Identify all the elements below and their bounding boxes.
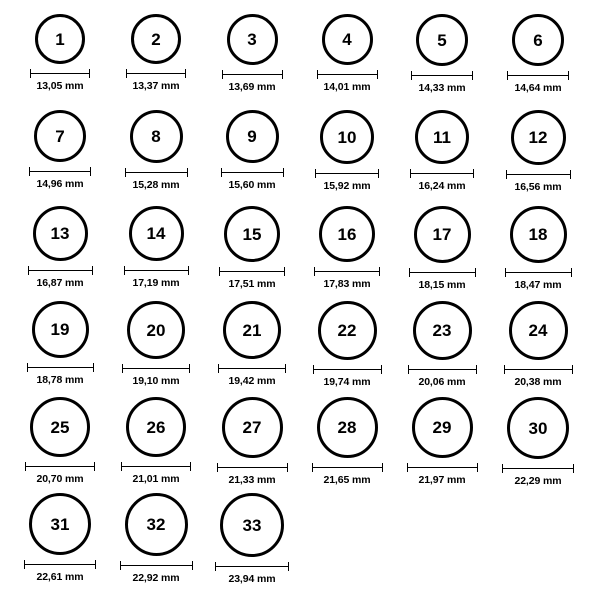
ring-circle (220, 493, 284, 557)
diameter-label: 21,33 mm (228, 474, 276, 486)
ring-size-label: 15 (242, 224, 262, 244)
ring-size-item (395, 206, 489, 291)
measure-tick-right (95, 560, 96, 569)
ring-size-label: 32 (146, 515, 166, 534)
ring-size-label: 10 (337, 127, 357, 147)
ring-size-item (491, 301, 585, 388)
ring-circle (317, 397, 378, 458)
ring-circle (129, 206, 184, 261)
measure-tick-left (504, 365, 505, 374)
diameter-label: 14,33 mm (418, 82, 466, 94)
diameter-measure-bar (407, 463, 478, 472)
ring-circle (227, 14, 278, 65)
ring-circle (416, 14, 468, 66)
measure-line (312, 467, 383, 468)
diameter-label: 18,15 mm (418, 279, 466, 291)
measure-tick-left (120, 561, 121, 570)
ring-size-label: 8 (151, 127, 161, 146)
measure-line (507, 75, 569, 76)
diameter-measure-bar (29, 167, 91, 176)
measure-tick-right (89, 69, 90, 78)
ring-size-item (205, 14, 299, 93)
measure-line (121, 466, 191, 467)
ring-size-item (491, 206, 585, 291)
measure-tick-right (285, 364, 286, 373)
measure-tick-left (30, 69, 31, 78)
diameter-label: 17,83 mm (323, 278, 371, 290)
ring-size-label: 20 (146, 320, 166, 340)
diameter-label: 21,01 mm (132, 473, 180, 485)
diameter-measure-bar (122, 364, 190, 373)
measure-tick-right (190, 462, 191, 471)
ring-size-item (395, 301, 489, 388)
measure-tick-right (94, 462, 95, 471)
measure-tick-left (407, 463, 408, 472)
ring-size-label: 31 (50, 514, 70, 534)
diameter-label: 19,42 mm (228, 375, 276, 387)
ring-size-item (300, 110, 394, 192)
measure-tick-right (572, 365, 573, 374)
measure-tick-left (221, 168, 222, 177)
ring-circle (224, 206, 280, 262)
measure-tick-left (124, 266, 125, 275)
measure-tick-right (472, 71, 473, 80)
diameter-measure-bar (315, 169, 379, 178)
ring-size-label: 1 (55, 29, 65, 49)
measure-line (408, 369, 477, 370)
measure-tick-right (90, 167, 91, 176)
ring-size-item (395, 14, 489, 94)
ring-size-item (13, 301, 107, 386)
measure-tick-left (25, 462, 26, 471)
diameter-label: 16,87 mm (36, 277, 84, 289)
ring-size-label: 9 (247, 127, 257, 146)
ring-size-item (13, 14, 107, 92)
measure-tick-left (408, 365, 409, 374)
diameter-label: 18,78 mm (36, 374, 84, 386)
measure-tick-left (312, 463, 313, 472)
measure-line (313, 369, 382, 370)
diameter-measure-bar (125, 168, 188, 177)
ring-size-item (109, 206, 203, 289)
measure-tick-right (185, 69, 186, 78)
measure-tick-left (126, 69, 127, 78)
measure-tick-right (477, 463, 478, 472)
diameter-label: 18,47 mm (514, 279, 562, 291)
ring-circle (32, 301, 89, 358)
ring-size-label: 14 (146, 224, 166, 243)
ring-size-item (109, 493, 203, 584)
diameter-label: 16,24 mm (418, 180, 466, 192)
ring-circle (511, 110, 566, 165)
measure-line (314, 271, 380, 272)
ring-circle (33, 206, 88, 261)
diameter-label: 19,74 mm (323, 376, 371, 388)
diameter-measure-bar (25, 462, 95, 471)
diameter-measure-bar (408, 365, 477, 374)
diameter-measure-bar (502, 464, 574, 473)
ring-size-item (395, 397, 489, 486)
ring-size-item (300, 301, 394, 388)
measure-tick-right (382, 463, 383, 472)
measure-tick-left (27, 363, 28, 372)
diameter-label: 21,97 mm (418, 474, 466, 486)
measure-line (411, 75, 473, 76)
measure-tick-right (288, 562, 289, 571)
ring-size-label: 16 (337, 224, 357, 244)
measure-tick-right (573, 464, 574, 473)
diameter-label: 14,01 mm (323, 81, 371, 93)
measure-tick-right (187, 168, 188, 177)
measure-tick-left (222, 70, 223, 79)
ring-circle (413, 301, 472, 360)
measure-line (410, 173, 474, 174)
measure-tick-right (473, 169, 474, 178)
ring-circle (35, 14, 85, 64)
ring-size-label: 23 (432, 321, 452, 340)
ring-circle (131, 14, 181, 64)
diameter-label: 15,28 mm (132, 179, 180, 191)
measure-line (221, 172, 284, 173)
measure-tick-left (217, 463, 218, 472)
ring-circle (126, 397, 186, 457)
ring-size-item (300, 14, 394, 93)
ring-circle (30, 397, 90, 457)
ring-circle (319, 206, 375, 262)
diameter-label: 17,51 mm (228, 278, 276, 290)
ring-size-item (109, 110, 203, 191)
ring-circle (320, 110, 374, 164)
diameter-measure-bar (24, 560, 96, 569)
measure-tick-right (571, 268, 572, 277)
measure-line (317, 74, 378, 75)
ring-size-label: 25 (50, 417, 70, 437)
ring-size-label: 6 (533, 30, 543, 50)
ring-circle (412, 397, 473, 458)
ring-size-label: 5 (437, 30, 447, 50)
ring-circle (130, 110, 183, 163)
diameter-measure-bar (218, 364, 286, 373)
diameter-label: 16,56 mm (514, 181, 562, 193)
diameter-label: 15,92 mm (323, 180, 371, 192)
ring-size-item (205, 110, 299, 191)
measure-line (217, 467, 288, 468)
diameter-measure-bar (120, 561, 193, 570)
measure-tick-right (475, 268, 476, 277)
measure-tick-right (570, 170, 571, 179)
ring-size-item (205, 397, 299, 486)
diameter-measure-bar (124, 266, 189, 275)
measure-tick-left (317, 70, 318, 79)
measure-line (27, 367, 94, 368)
measure-tick-right (284, 267, 285, 276)
diameter-measure-bar (222, 70, 283, 79)
measure-tick-right (93, 363, 94, 372)
ring-circle (322, 14, 373, 65)
measure-tick-left (313, 365, 314, 374)
ring-circle (509, 301, 568, 360)
measure-tick-right (379, 267, 380, 276)
measure-tick-right (189, 364, 190, 373)
ring-circle (222, 397, 283, 458)
measure-tick-right (188, 266, 189, 275)
measure-line (218, 368, 286, 369)
measure-line (215, 566, 289, 567)
measure-line (28, 270, 93, 271)
diameter-measure-bar (30, 69, 90, 78)
ring-size-item (109, 14, 203, 92)
measure-tick-left (314, 267, 315, 276)
measure-line (315, 173, 379, 174)
diameter-measure-bar (28, 266, 93, 275)
measure-tick-left (215, 562, 216, 571)
measure-tick-left (121, 462, 122, 471)
ring-size-item (13, 110, 107, 190)
ring-circle (415, 110, 469, 164)
ring-size-item (205, 206, 299, 290)
diameter-measure-bar (314, 267, 380, 276)
ring-size-item (13, 493, 107, 583)
ring-size-item (205, 301, 299, 387)
ring-circle (125, 493, 188, 556)
ring-size-label: 2 (151, 29, 161, 49)
ring-size-label: 21 (242, 320, 262, 340)
ring-circle (34, 110, 86, 162)
ring-size-item (13, 206, 107, 289)
measure-tick-left (28, 266, 29, 275)
measure-tick-left (411, 71, 412, 80)
measure-tick-left (24, 560, 25, 569)
measure-tick-right (568, 71, 569, 80)
measure-tick-left (125, 168, 126, 177)
diameter-label: 14,96 mm (36, 178, 84, 190)
measure-tick-right (287, 463, 288, 472)
measure-tick-left (506, 170, 507, 179)
ring-size-item (300, 397, 394, 486)
diameter-measure-bar (313, 365, 382, 374)
diameter-label: 23,94 mm (228, 573, 276, 585)
ring-size-item (491, 110, 585, 193)
measure-tick-left (218, 364, 219, 373)
measure-line (222, 74, 283, 75)
measure-tick-left (502, 464, 503, 473)
measure-tick-right (92, 266, 93, 275)
diameter-label: 13,05 mm (36, 80, 84, 92)
ring-size-item (395, 110, 489, 192)
diameter-measure-bar (317, 70, 378, 79)
ring-size-label: 26 (146, 417, 166, 437)
diameter-label: 19,10 mm (132, 375, 180, 387)
diameter-measure-bar (506, 170, 571, 179)
ring-size-label: 29 (432, 418, 452, 437)
measure-tick-left (122, 364, 123, 373)
measure-tick-left (505, 268, 506, 277)
diameter-measure-bar (312, 463, 383, 472)
ring-circle (510, 206, 567, 263)
ring-size-label: 18 (528, 225, 548, 244)
ring-circle (127, 301, 185, 359)
measure-line (409, 272, 476, 273)
ring-size-item (109, 301, 203, 387)
ring-circle (29, 493, 91, 555)
ring-size-label: 7 (55, 126, 65, 146)
ring-size-label: 28 (337, 418, 357, 437)
diameter-measure-bar (121, 462, 191, 471)
measure-line (505, 272, 572, 273)
diameter-label: 13,69 mm (228, 81, 276, 93)
measure-line (504, 369, 573, 370)
diameter-label: 15,60 mm (228, 179, 276, 191)
ring-size-item (109, 397, 203, 485)
measure-tick-right (192, 561, 193, 570)
ring-circle (318, 301, 377, 360)
ring-circle (414, 206, 471, 263)
diameter-label: 21,65 mm (323, 474, 371, 486)
diameter-measure-bar (411, 71, 473, 80)
measure-line (506, 174, 571, 175)
measure-line (30, 73, 90, 74)
measure-line (502, 468, 574, 469)
ring-size-item (491, 397, 585, 487)
diameter-measure-bar (409, 268, 476, 277)
diameter-label: 20,70 mm (36, 473, 84, 485)
ring-size-label: 30 (528, 418, 548, 438)
diameter-measure-bar (504, 365, 573, 374)
diameter-measure-bar (221, 168, 284, 177)
ring-size-item (13, 397, 107, 485)
ring-size-label: 19 (50, 320, 70, 339)
ring-size-label: 12 (528, 128, 548, 147)
measure-tick-left (409, 268, 410, 277)
measure-tick-right (283, 168, 284, 177)
diameter-measure-bar (505, 268, 572, 277)
ring-size-label: 11 (433, 127, 451, 147)
measure-tick-right (378, 169, 379, 178)
diameter-measure-bar (27, 363, 94, 372)
diameter-label: 13,37 mm (132, 80, 180, 92)
ring-size-label: 33 (242, 515, 262, 535)
measure-tick-right (377, 70, 378, 79)
measure-line (126, 73, 186, 74)
diameter-measure-bar (217, 463, 288, 472)
diameter-label: 22,29 mm (514, 475, 562, 487)
measure-line (122, 368, 190, 369)
measure-line (219, 271, 285, 272)
measure-line (407, 467, 478, 468)
measure-tick-left (507, 71, 508, 80)
measure-line (120, 565, 193, 566)
diameter-measure-bar (410, 169, 474, 178)
ring-size-label: 27 (242, 418, 262, 437)
ring-circle (507, 397, 569, 459)
ring-circle (512, 14, 564, 66)
diameter-measure-bar (507, 71, 569, 80)
diameter-measure-bar (126, 69, 186, 78)
ring-size-item (491, 14, 585, 94)
measure-line (124, 270, 189, 271)
measure-line (24, 564, 96, 565)
diameter-label: 20,06 mm (418, 376, 466, 388)
measure-tick-left (219, 267, 220, 276)
diameter-measure-bar (215, 562, 289, 571)
ring-size-label: 3 (247, 30, 257, 49)
diameter-measure-bar (219, 267, 285, 276)
ring-size-label: 17 (432, 225, 452, 244)
ring-size-item (300, 206, 394, 290)
measure-line (25, 466, 95, 467)
ring-size-label: 13 (50, 224, 70, 243)
measure-tick-left (29, 167, 30, 176)
measure-tick-left (315, 169, 316, 178)
ring-size-label: 22 (337, 321, 357, 340)
measure-tick-left (410, 169, 411, 178)
measure-line (125, 172, 188, 173)
ring-size-label: 24 (528, 321, 548, 340)
diameter-label: 22,92 mm (132, 572, 180, 584)
measure-tick-right (381, 365, 382, 374)
diameter-label: 20,38 mm (514, 376, 562, 388)
ring-circle (226, 110, 279, 163)
ring-circle (223, 301, 281, 359)
diameter-label: 17,19 mm (132, 277, 180, 289)
measure-tick-right (476, 365, 477, 374)
diameter-label: 14,64 mm (514, 82, 562, 94)
ring-size-label: 4 (342, 30, 352, 49)
measure-tick-right (282, 70, 283, 79)
measure-line (29, 171, 91, 172)
ring-size-item (205, 493, 299, 585)
diameter-label: 22,61 mm (36, 571, 84, 583)
